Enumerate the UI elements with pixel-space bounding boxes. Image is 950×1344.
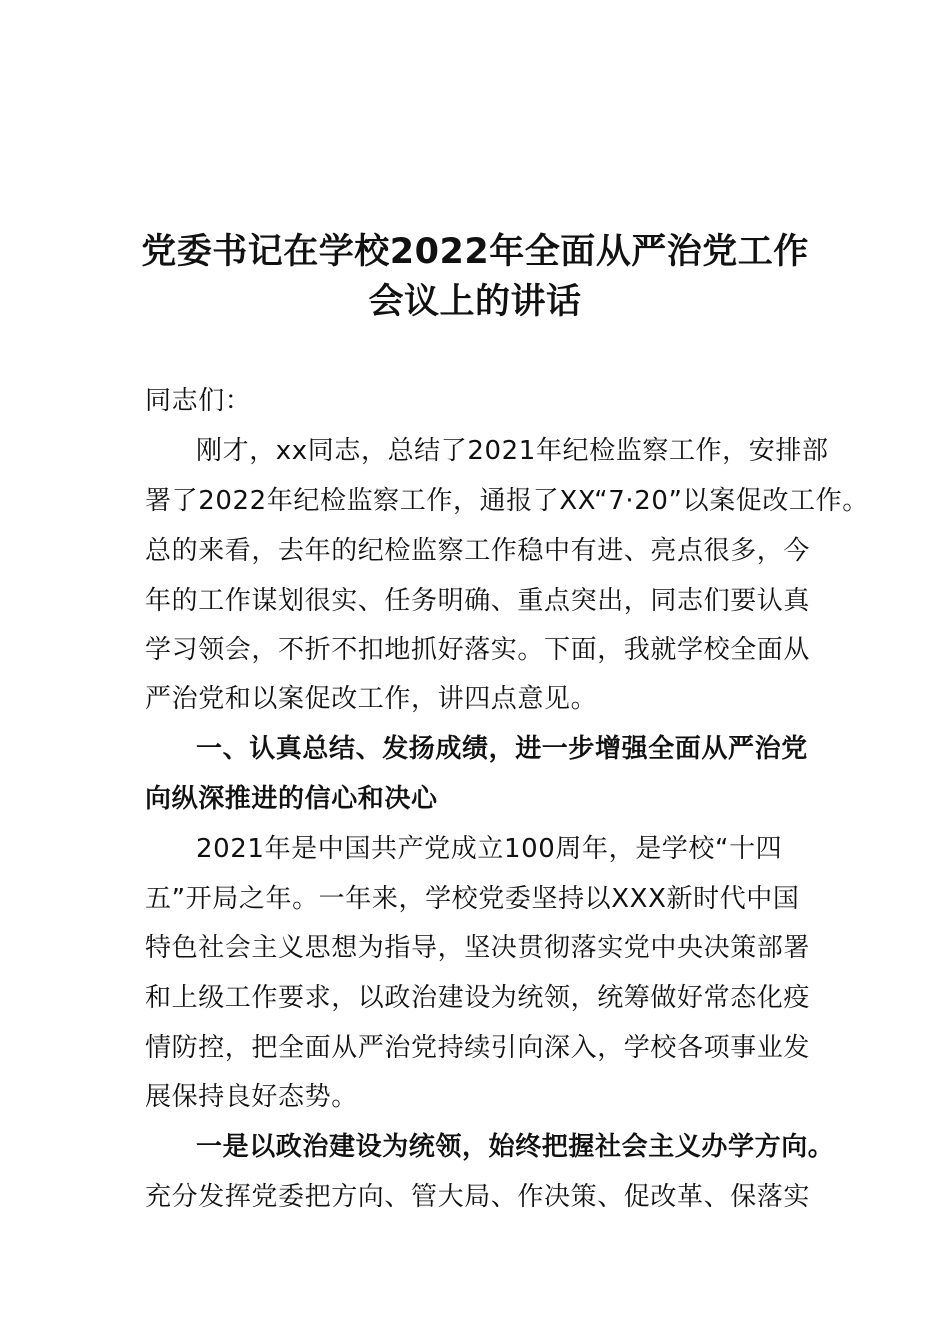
paragraph-1-line-1: 刚才，xx同志，总结了2021年纪检监察工作，安排部 <box>196 436 829 466</box>
paragraph-2-line-3: 特色社会主义思想为指导，坚决贯彻落实党中央决策部署 <box>145 933 811 963</box>
paragraph-2-line-4: 和上级工作要求，以政治建设为统领，统筹做好常态化疫 <box>145 983 811 1013</box>
section-heading-1-line-2: 向纵深推进的信心和决心 <box>145 784 438 814</box>
paragraph-1-line-3: 总的来看，去年的纪检监察工作稳中有进、亮点很多，今 <box>145 536 811 566</box>
paragraph-2-line-5: 情防控，把全面从严治党持续引向深入，学校各项事业发 <box>145 1033 811 1063</box>
paragraph-1-line-2: 署了2022年纪检监察工作，通报了XX“7·20”以案促改工作。 <box>145 486 869 516</box>
paragraph-3-line-1: 充分发挥党委把方向、管大局、作决策、促改革、保落实 <box>145 1182 811 1212</box>
paragraph-2-line-2: 五”开局之年。一年来，学校党委坚持以XXX新时代中国 <box>145 884 800 914</box>
salutation: 同志们： <box>145 386 252 416</box>
paragraph-1-line-6: 严治党和以案促改工作，讲四点意见。 <box>145 684 598 714</box>
paragraph-1-line-5: 学习领会，不折不扣地抓好落实。下面，我就学校全面从 <box>145 635 811 665</box>
section-heading-1-line-1: 一、认真总结、发扬成绩，进一步增强全面从严治党 <box>196 734 808 764</box>
paragraph-2-line-6: 展保持良好态势。 <box>145 1082 358 1112</box>
document-title-line-2: 会议上的讲话 <box>368 282 582 322</box>
paragraph-1-line-4: 年的工作谋划很实、任务明确、重点突出，同志们要认真 <box>145 586 811 616</box>
document-title-line-1: 党委书记在学校2022年全面从严治党工作 <box>141 232 809 272</box>
subheading-1: 一是以政治建设为统领，始终把握社会主义办学方向。 <box>196 1132 835 1162</box>
paragraph-2-line-1: 2021年是中国共产党成立100周年，是学校“十四 <box>196 834 783 864</box>
